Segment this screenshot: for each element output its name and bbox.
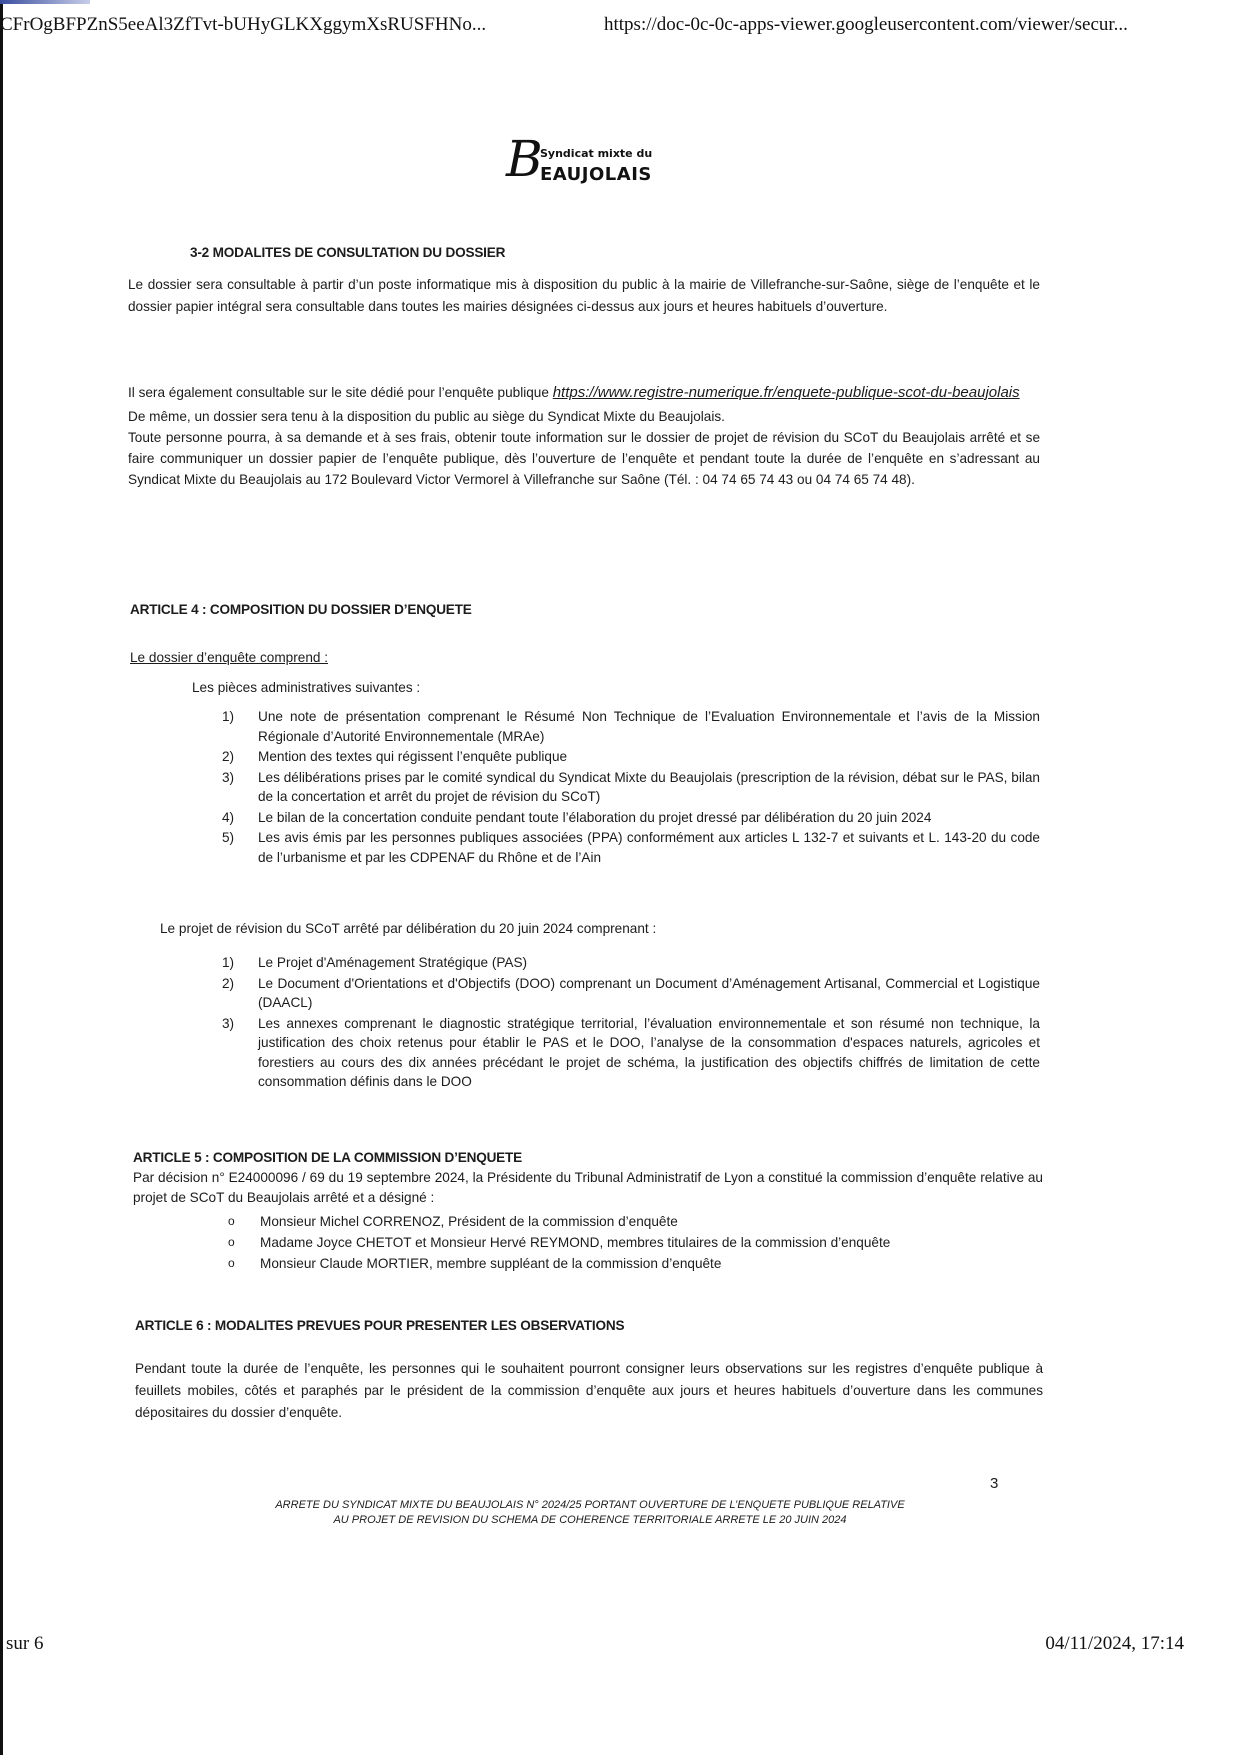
list-item-text: Mention des textes qui régissent l’enquête publique <box>258 749 568 764</box>
print-header-url: https://doc-0c-0c-apps-viewer.googleusercontent.com/viewer/secur... <box>604 14 1128 35</box>
list-item-text: Les délibérations prises par le comité syndical du Syndicat Mixte du Beaujolais (prescription de la révision, débat sur le PAS, bilan de la concertation et arrêt du projet de révision du SCoT) <box>258 769 1040 804</box>
commission-member <box>228 1232 1028 1253</box>
list-item-text: Le Document d'Orientations et d'Objectifs (DOO) comprenant un Document d’Aménagement Artisanal, Commercial et Logistique (DAACL) <box>258 975 1040 1010</box>
list-item-number: 2) <box>222 975 235 991</box>
decree-footer-line2: AU PROJET DE REVISION DU SCHEMA DE COHERENCE TERRITORIALE ARRETE LE 20 JUIN 2024 <box>333 1514 847 1526</box>
member-text: Monsieur Claude MORTIER, membre suppléant de la commission d’enquête <box>260 1256 722 1271</box>
admin-item <box>222 747 1040 767</box>
admin-item <box>222 707 1040 746</box>
admin-item <box>222 828 1040 867</box>
bullet-icon: o <box>228 1235 235 1249</box>
window-edge <box>0 0 3 1755</box>
article-5-heading: ARTICLE 5 : COMPOSITION DE LA COMMISSION D’ENQUETE <box>133 1150 523 1165</box>
commission-member <box>228 1253 1028 1274</box>
list-item-number: 1) <box>222 955 235 970</box>
list-item-number: 1) <box>222 709 235 724</box>
project-items-list <box>222 953 1040 1093</box>
logo-line1: Syndicat mixte du <box>540 147 653 160</box>
section-3-2-para3: De même, un dossier sera tenu à la disposition du public au siège du Syndicat Mixte du Beaujolais. <box>128 409 725 424</box>
admin-items-list <box>222 707 1040 868</box>
print-footer-page-count: sur 6 <box>6 1633 44 1654</box>
page-number: 3 <box>990 1475 999 1492</box>
member-text: Monsieur Michel CORRENOZ, Président de la commission d’enquête <box>260 1214 678 1229</box>
list-item-number: 3) <box>222 1015 235 1031</box>
decree-footer <box>230 1498 950 1528</box>
list-item-number: 4) <box>222 809 235 825</box>
syndicat-logo <box>506 130 706 190</box>
list-item-number: 3) <box>222 769 235 785</box>
article-6-heading: ARTICLE 6 : MODALITES PREVUES POUR PRESENTER LES OBSERVATIONS <box>135 1318 625 1333</box>
list-item-number: 2) <box>222 749 235 764</box>
project-item <box>222 974 1040 1013</box>
project-item <box>222 1014 1040 1092</box>
article-5-para: Par décision n° E24000096 / 69 du 19 septembre 2024, la Présidente du Tribunal Administratif de Lyon a constitué la commission d’enquête relative au projet de SCoT du Beaujolais arrêté et a désigné : <box>133 1170 1043 1205</box>
section-3-2-para2 <box>128 380 1040 406</box>
logo-line2: EAUJOLAIS <box>540 164 652 185</box>
logo-initial: B <box>506 130 543 188</box>
article-4-project-intro: Le projet de révision du SCoT arrêté par délibération du 20 juin 2024 comprenant : <box>160 921 657 936</box>
section-3-2-para1: Le dossier sera consultable à partir d’un poste informatique mis à disposition du public à la mairie de Villefranche-sur-Saône, siège de l’enquête et le dossier papier intégral sera consultable dans toutes les mairies désignées ci-dessus aux jours et heures habituels d’ouverture. <box>128 277 1040 314</box>
article-4-admin-intro: Les pièces administratives suivantes : <box>192 680 421 695</box>
article-4-heading: ARTICLE 4 : COMPOSITION DU DOSSIER D’ENQUETE <box>130 602 472 617</box>
section-3-2-para2-text: Il sera également consultable sur le site dédié pour l’enquête publique <box>128 385 553 400</box>
list-item-text: Les avis émis par les personnes publiques associées (PPA) conformément aux articles L 132-7 et suivants et L. 143-20 du code de l’urbanisme et par les CDPENAF du Rhône et de l’Ain <box>258 830 1040 865</box>
list-item-text: Le Projet d'Aménagement Stratégique (PAS) <box>258 955 528 970</box>
member-text: Madame Joyce CHETOT et Monsieur Hervé REYMOND, membres titulaires de la commission d’enquête <box>260 1235 891 1250</box>
section-3-2-para4: Toute personne pourra, à sa demande et à ses frais, obtenir toute information sur le dossier de projet de révision du SCoT du Beaujolais arrêté et se faire communiquer un dossier papier de l’enquête publique, dès l’ouverture de l’enquête et pendant toute la durée de l’enquête en s’adressant au Syndicat Mixte du Beaujolais au 172 Boulevard Victor Vermorel à Villefranche sur Saône (Tél. : 04 74 65 74 43 ou 04 74 65 74 48). <box>128 430 1040 487</box>
article-5-body <box>133 1168 1043 1208</box>
article-6-body <box>135 1358 1043 1424</box>
list-item-text: Le bilan de la concertation conduite pendant toute l’élaboration du projet dressé par délibération du 20 juin 2024 <box>258 809 932 825</box>
article-6-para: Pendant toute la durée de l’enquête, les personnes qui le souhaitent pourront consigner leurs observations sur les registres d’enquête publique à feuillets mobiles, côtés et paraphés par le président de la commission d’enquête aux jours et heures habituels d’ouverture dans les communes dépositaires du dossier d’enquête. <box>135 1361 1043 1420</box>
list-item-number: 5) <box>222 830 235 845</box>
section-3-2-heading: 3-2 MODALITES DE CONSULTATION DU DOSSIER <box>190 245 506 260</box>
project-item <box>222 953 1040 973</box>
section-3-2-body <box>128 274 1040 318</box>
commission-member <box>228 1211 1028 1232</box>
admin-item <box>222 768 1040 807</box>
list-item-text: Une note de présentation comprenant le Résumé Non Technique de l’Evaluation Environnementale et l’avis de la Mission Régionale d’Autorité Environnementale (MRAe) <box>258 709 1040 744</box>
print-header-title: CFrOgBFPZnS5eeAl3ZfTvt-bUHyGLKXggymXsRUSFHNo... <box>0 14 487 35</box>
window-accent <box>0 0 90 4</box>
article-4-intro: Le dossier d’enquête comprend : <box>130 650 328 665</box>
decree-footer-line1: ARRETE DU SYNDICAT MIXTE DU BEAUJOLAIS N° 2024/25 PORTANT OUVERTURE DE L’ENQUETE PUBLIQUE RELATIVE <box>275 1499 905 1511</box>
admin-item <box>222 808 1040 828</box>
list-item-text: Les annexes comprenant le diagnostic stratégique territorial, l’évaluation environnementale et son résumé non technique, la justification des choix retenus pour établir le PAS et le DOO, l’analyse de la consommation d'espaces naturels, agricoles et forestiers au cours des dix années précédant le projet de schéma, la justification des objectifs chiffrés de limitation de cette consommation définis dans le DOO <box>258 1015 1040 1089</box>
bullet-icon: o <box>228 1214 235 1228</box>
bullet-icon: o <box>228 1256 235 1270</box>
section-3-2-online <box>128 380 1040 490</box>
registre-numerique-link[interactable]: https://www.registre-numerique.fr/enquete-publique-scot-du-beaujolais <box>552 384 1020 401</box>
commission-members-list <box>228 1211 1028 1274</box>
print-footer-timestamp: 04/11/2024, 17:14 <box>1045 1633 1184 1654</box>
